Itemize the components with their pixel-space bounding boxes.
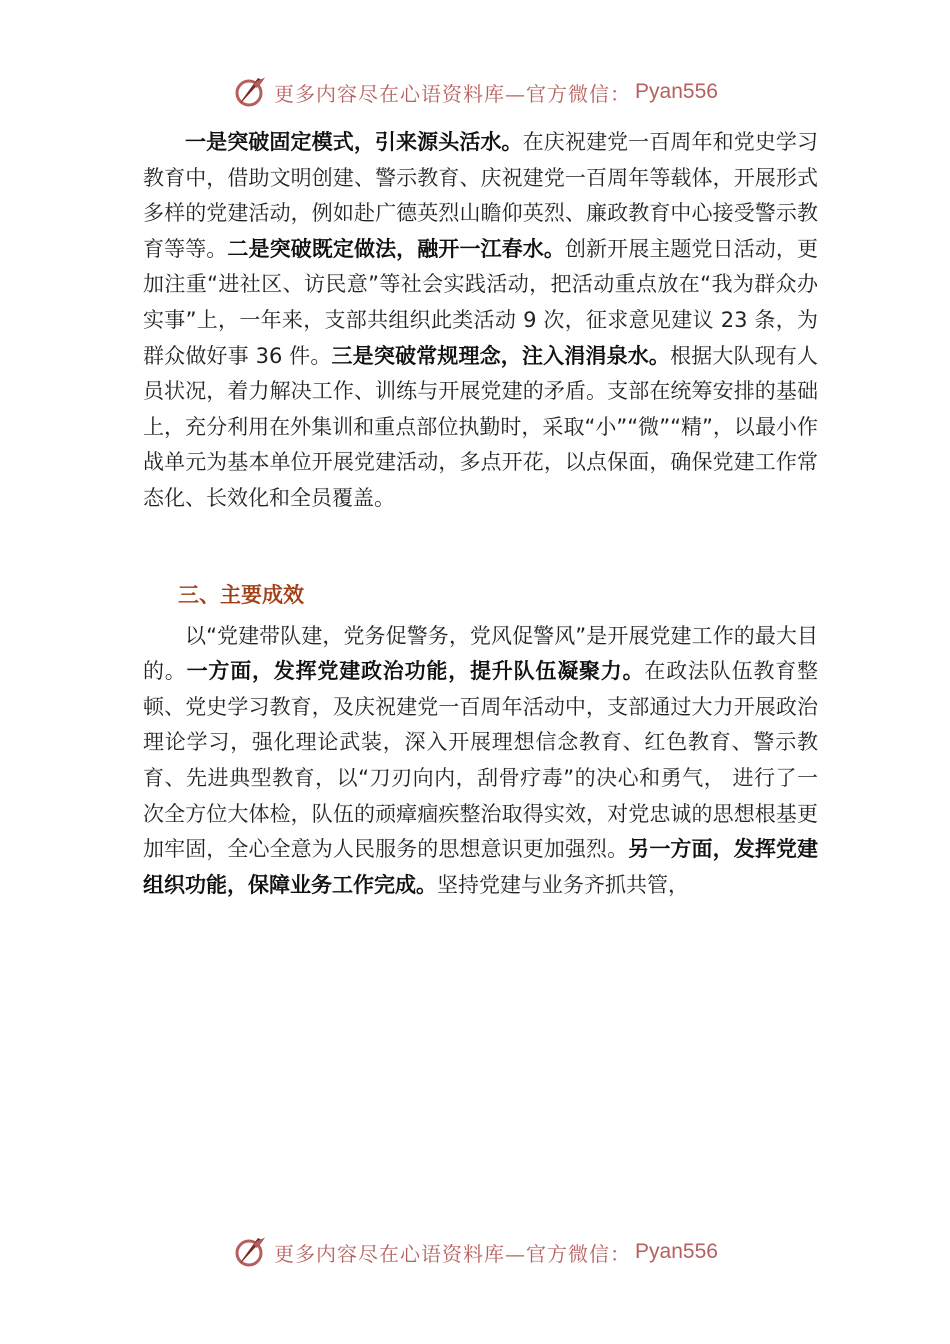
banner-wechat-id: Pyan556 [635,1240,718,1263]
paragraph-breakthroughs [143,125,818,517]
banner-text: 更多内容尽在心语资料库—官方微信： [274,1241,632,1266]
section-heading-results: 三、主要成效 [178,582,304,607]
point-2-text: 创新开展主题党日活动，更加注重“进社区、访民意”等社会实践活动，把活动重点放在“我为群众办实事”上，一年来，支部共组织此类活动 9 次，征求意见建议 23 条，为群众做好事 36 件。 [143,236,819,368]
document-body [143,125,818,903]
quill-logo-icon [232,1234,268,1270]
quill-logo-icon [232,74,268,110]
point-3-title: 三是突破常规理念，注入涓涓泉水。 [331,343,671,368]
aspect-2-title: 另一方面，发挥党建组织功能，保障业务工作完成。 [143,837,819,897]
results-intro: 以“党建带队建，党务促警务，党风促警风”是开展党建工作的最大目的。 [143,623,818,684]
paragraph-results [143,619,818,904]
point-3-text: 根据大队现有人员状况，着力解决工作、训练与开展党建的矛盾。支部在统筹安排的基础上，充分利用在外集训和重点部位执勤时，采取“小”“微”“精”，以最小作战单元为基本单位开展党建活动，多点开花，以点保面，确保党建工作常态化、长效化和全员覆盖。 [143,343,819,510]
aspect-2-text: 坚持党建与业务齐抓共管， [437,872,689,897]
footer-banner [0,1232,950,1272]
banner-wechat-id: Pyan556 [635,80,718,103]
point-1-text: 在庆祝建党一百周年和党史学习教育中，借助文明创建、警示教育、庆祝建党一百周年等载体，开展形式多样的党建活动，例如赴广德英烈山瞻仰英烈、廉政教育中心接受警示教育等等。 [143,130,818,261]
header-banner [0,72,950,112]
point-2-title: 二是突破既定做法，融开一江春水。 [227,236,565,261]
banner-text: 更多内容尽在心语资料库—官方微信： [274,81,632,106]
aspect-1-text: 在政法队伍教育整顿、党史学习教育，及庆祝建党一百周年活动中，支部通过大力开展政治理论学习，强化理论武装，深入开展理想信念教育、红色教育、警示教育、先进典型教育，以“刀刃向内，刮骨疗毒”的决心和勇气， 进行了一次全方位大体检，队伍的顽瘴痼疾整治取得实效，对党忠诚的思想根基更加牢固，全心全意为人民服务的思想意识更加强烈。 [143,659,819,862]
aspect-1-title: 一方面，发挥党建政治功能，提升队伍凝聚力。 [186,659,645,684]
point-1-title: 一是突破固定模式，引来源头活水。 [185,130,523,154]
